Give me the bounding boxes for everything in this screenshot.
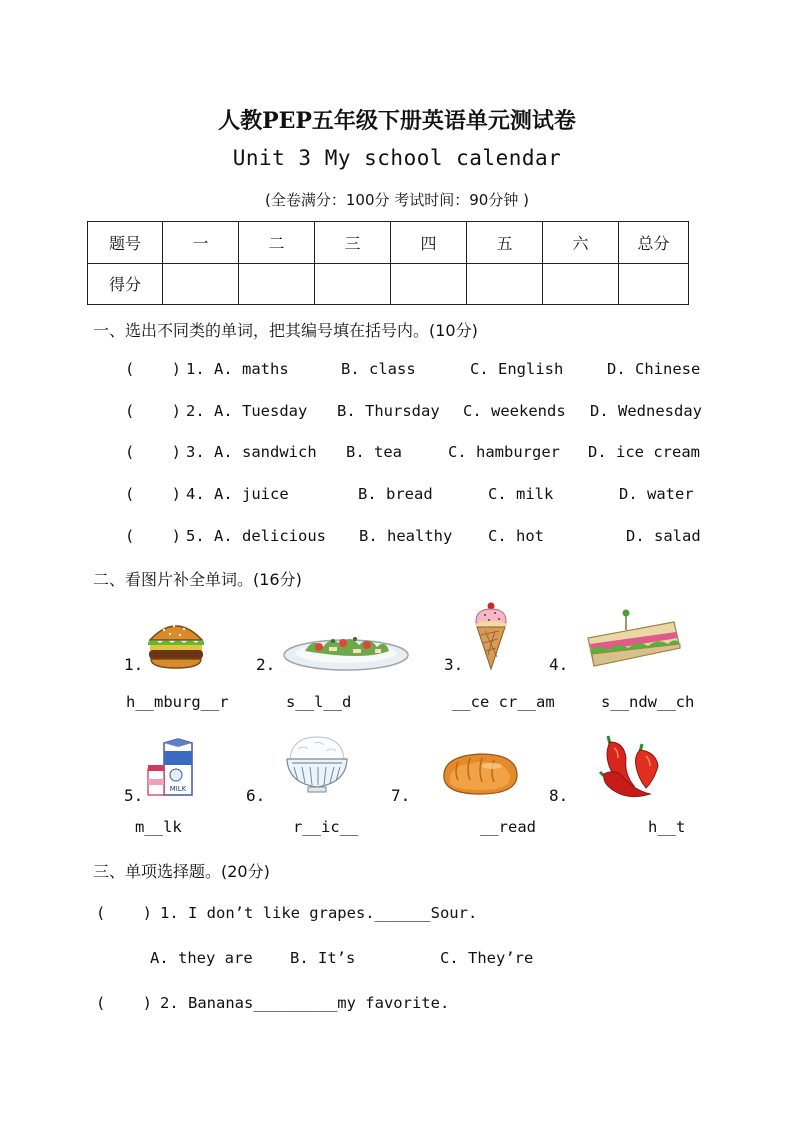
ice-cream-icon	[471, 601, 511, 671]
answer-bracket[interactable]: ( )	[125, 527, 181, 545]
fill-word[interactable]: r__ic__	[293, 818, 359, 836]
item-number: 2.	[256, 655, 276, 674]
item-number: 4.	[549, 655, 569, 674]
fill-word[interactable]: s__ndw__ch	[601, 693, 695, 711]
fill-word[interactable]: h__t	[648, 818, 686, 836]
fill-word[interactable]: __ce cr__am	[452, 693, 555, 711]
score-table	[87, 221, 689, 305]
milk-icon	[146, 737, 198, 799]
score-header-cell: 五	[467, 222, 543, 264]
question-option-b: B. Thursday	[337, 402, 440, 420]
question-option-d: D. salad	[626, 527, 701, 545]
question-option-c: C. English	[470, 360, 564, 378]
question-option-a: 1. A. maths	[186, 360, 289, 378]
score-cell[interactable]	[467, 263, 543, 305]
score-header-cell: 三	[315, 222, 391, 264]
question-option-c: C. milk	[488, 485, 554, 503]
answer-bracket[interactable]: ( )	[125, 485, 181, 503]
question-option-c: C. hot	[488, 527, 544, 545]
chili-icon	[594, 728, 662, 800]
page-title: 人教PEP五年级下册英语单元测试卷	[218, 108, 576, 134]
answer-bracket[interactable]: ( )	[125, 443, 181, 461]
rice-icon	[284, 733, 350, 795]
item-number: 5.	[124, 786, 144, 805]
score-cell[interactable]	[543, 263, 619, 305]
item-number: 1.	[124, 655, 144, 674]
score-header-cell: 一	[163, 222, 239, 264]
salad-icon	[283, 627, 409, 673]
question-option-a: 4. A. juice	[186, 485, 289, 503]
score-header-cell: 总分	[619, 222, 689, 264]
option-a: A. they are	[150, 949, 253, 967]
svg-text:MILK: MILK	[169, 785, 187, 793]
sandwich-icon	[586, 608, 682, 672]
question-text: 1. I don’t like grapes.______Sour.	[160, 904, 478, 922]
score-cell[interactable]	[619, 263, 689, 305]
score-table-header-row	[88, 222, 689, 264]
score-header-cell: 六	[543, 222, 619, 264]
score-header-cell: 题号	[88, 222, 163, 264]
item-number: 7.	[391, 786, 411, 805]
question-option-b: B. bread	[358, 485, 433, 503]
exam-info: (全卷满分：100分 考试时间：90分钟 )	[265, 191, 529, 209]
hamburger-icon	[146, 618, 206, 670]
score-cell[interactable]	[239, 263, 315, 305]
question-option-b: B. healthy	[359, 527, 453, 545]
score-cell[interactable]	[391, 263, 467, 305]
question-option-a: 3. A. sandwich	[186, 443, 317, 461]
fill-word[interactable]: s__l__d	[286, 693, 352, 711]
question-option-b: B. class	[341, 360, 416, 378]
question-option-d: D. water	[619, 485, 694, 503]
question-text: 2. Bananas_________my favorite.	[160, 994, 450, 1012]
unit-title: Unit 3 My school calendar	[232, 146, 562, 170]
question-option-d: D. Chinese	[607, 360, 701, 378]
item-number: 8.	[549, 786, 569, 805]
answer-bracket[interactable]: ( )	[125, 402, 181, 420]
score-header-cell: 二	[239, 222, 315, 264]
question-option-a: 5. A. delicious	[186, 527, 326, 545]
question-option-c: C. weekends	[463, 402, 566, 420]
option-c: C. They’re	[440, 949, 534, 967]
question-option-d: D. ice cream	[588, 443, 700, 461]
fill-word[interactable]: h__mburg__r	[126, 693, 229, 711]
question-option-b: B. tea	[346, 443, 402, 461]
question-option-d: D. Wednesday	[590, 402, 702, 420]
item-number: 6.	[246, 786, 266, 805]
question-option-a: 2. A. Tuesday	[186, 402, 308, 420]
section1-title: 一、选出不同类的单词，把其编号填在括号内。(10分)	[93, 321, 478, 340]
fill-word[interactable]: __read	[480, 818, 536, 836]
score-cell[interactable]	[163, 263, 239, 305]
score-row-label: 得分	[88, 263, 163, 305]
score-table-score-row	[88, 263, 689, 305]
question-option-c: C. hamburger	[448, 443, 560, 461]
section3-title: 三、单项选择题。(20分)	[93, 862, 270, 881]
fill-word[interactable]: m__lk	[135, 818, 182, 836]
option-b: B. It’s	[290, 949, 356, 967]
score-cell[interactable]	[315, 263, 391, 305]
item-number: 3.	[444, 655, 464, 674]
answer-bracket[interactable]: ( )	[96, 904, 152, 922]
answer-bracket[interactable]: ( )	[96, 994, 152, 1012]
bread-icon	[440, 748, 520, 798]
score-header-cell: 四	[391, 222, 467, 264]
answer-bracket[interactable]: ( )	[125, 360, 181, 378]
section2-title: 二、看图片补全单词。(16分)	[93, 570, 302, 589]
